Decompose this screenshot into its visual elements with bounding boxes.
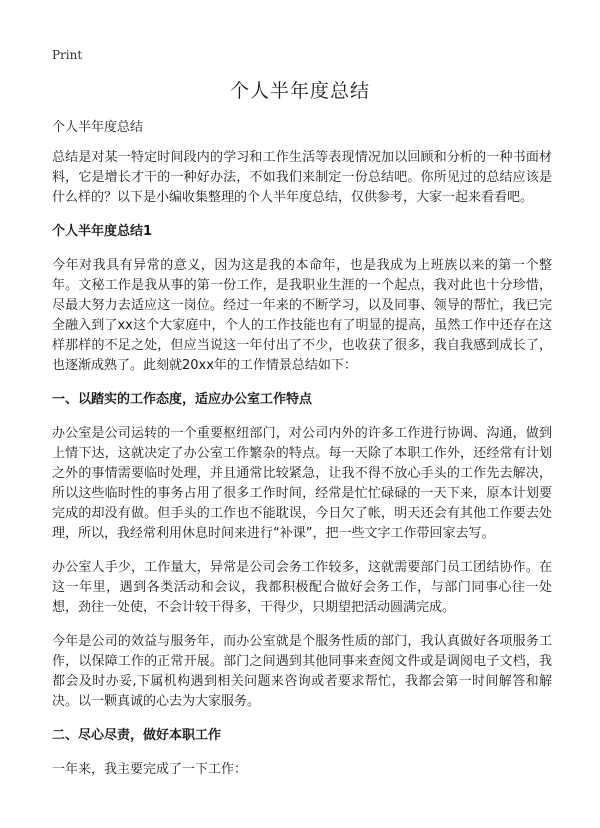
print-link[interactable]: Print (52, 48, 83, 62)
teamwork-paragraph: 办公室人手少，工作量大，异常是公司会务工作较多，这就需要部门员工团结协作。在这一年里，遇到各类活动和会议，我都积极配合做好会务工作，与部门同事心往一处想，劲往一处使，不会计较干得多，干得少，只期望把活动圆满完成。 (52, 560, 552, 615)
service-paragraph: 今年是公司的效益与服务年，而办公室就是个服务性质的部门，我认真做好各项服务工作，以保障工作的正常开展。部门之间遇到其他同事来查阅文件或是调阅电子文档，我都会及时办妥,下属机构遇到相关问题来咨询或者要求帮忙，我都会第一时间解答和解决。以一颗真诚的心去为大家服务。 (52, 634, 552, 709)
office-role-paragraph: 办公室是公司运转的一个重要枢纽部门，对公司内外的许多工作进行协调、沟通，做到上情下达，这就决定了办公室工作繁杂的特点。每一天除了本职工作外，还经常有计划之外的事情需要临时处理，并且通常比较紧急，让我不得不放心手头的工作先去解决，所以这些临时性的事务占用了很多工作时间，经常是忙忙碌碌的一天下来，原本计划要完成的却没有做。但手头的工作也不能耽误，今日欠了帐，明天还会有其他工作要去处理，所以，我经常利用休息时间来进行“补课”，把一些文字工作带回家去写。 (52, 426, 552, 541)
opening-paragraph: 今年对我具有异常的意义，因为这是我的本命年，也是我成为上班族以来的第一个整年。文秘工作是我从事的第一份工作，是我职业生涯的一个起点，我对此也十分珍惜，尽最大努力去适应这一岗位。经过一年来的不断学习，以及同事、领导的帮忙，我已完全融入到了xx这个大家庭中，个人的工作技能也有了明显的提高，虽然工作中还存在这样那样的不足之处，但应当说这一年付出了不少，也收获了很多，我自我感到成长了，也逐渐成熟了。此刻就20xx年的工作情景总结如下： (52, 258, 552, 373)
work-completed-paragraph: 一年来，我主要完成了一下工作： (52, 762, 248, 777)
heading-duties: 二、尽心尽责，做好本职工作 (52, 728, 222, 743)
intro-paragraph: 总结是对某一特定时间段内的学习和工作生活等表现情况加以回顾和分析的一种书面材料，它是增长才干的一种好办法，不如我们来制定一份总结吧。你所见过的总结应该是什么样的？以下是小编收集整理的个人半年度总结，仅供参考，大家一起来看看吧。 (52, 150, 552, 205)
document-body (52, 118, 552, 780)
heading-work-attitude: 一、以踏实的工作态度，适应办公室工作特点 (52, 392, 313, 407)
section-heading: 个人半年度总结1 (52, 224, 153, 239)
page-title: 个人半年度总结 (229, 80, 370, 102)
document-subtitle: 个人半年度总结 (52, 120, 144, 135)
